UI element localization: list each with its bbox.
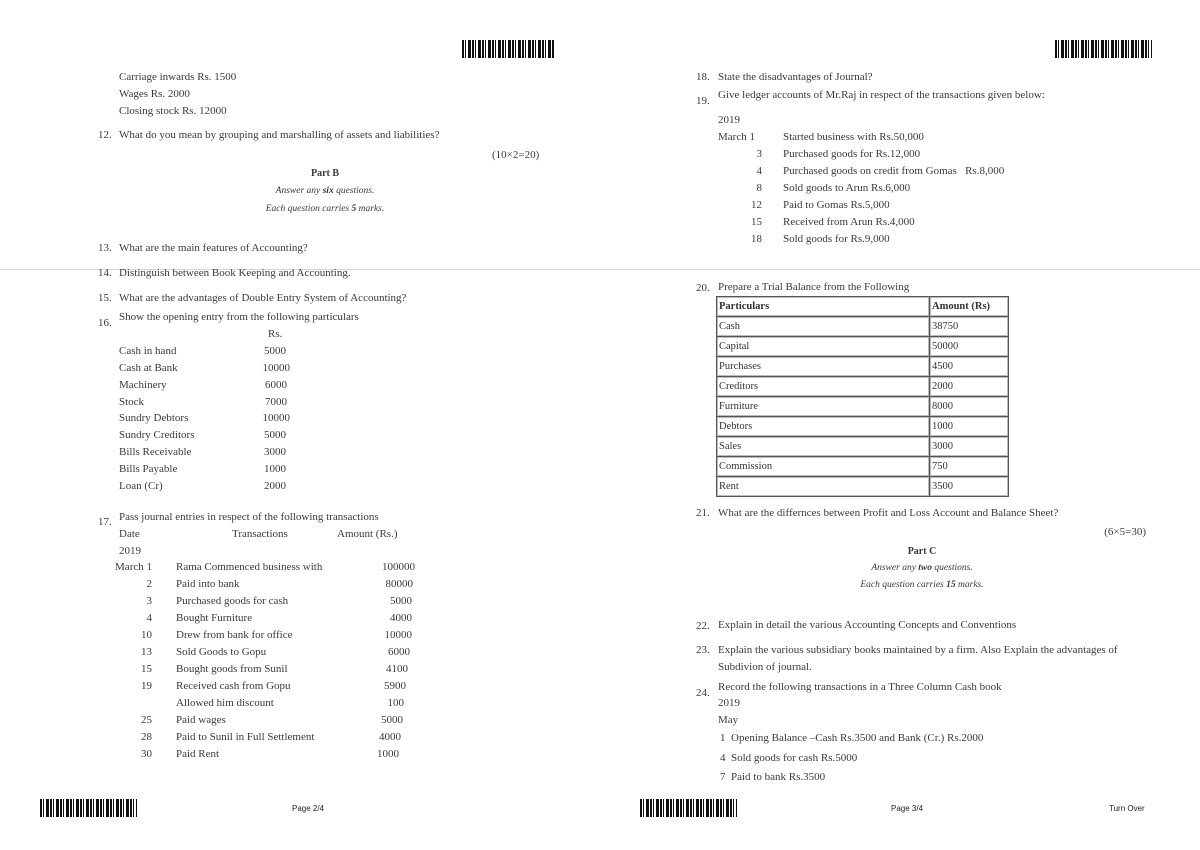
list-item-value: 5000	[264, 429, 286, 441]
table-cell-particular: Debtors	[717, 417, 930, 437]
table-cell-date: 3	[146, 595, 152, 607]
table-cell-amount: 1000	[377, 748, 399, 760]
table-cell-date: 28	[141, 731, 152, 743]
list-item-text: Sold goods for Rs.9,000	[783, 233, 890, 245]
part-c-instruction	[797, 580, 1047, 590]
table-cell-amount: 5900	[384, 680, 406, 692]
table-cell-date: 2	[146, 578, 152, 590]
instruction-text: Answer any	[871, 563, 919, 573]
question-number: 19.	[696, 95, 710, 107]
column-header-amount: Amount (Rs.)	[337, 528, 398, 540]
table-cell-transaction: Drew from bank for office	[176, 629, 293, 641]
list-item-date: 4	[756, 165, 762, 177]
part-c-instruction	[797, 563, 1047, 573]
list-item-label: Cash at Bank	[119, 362, 178, 374]
question-text: Explain in detail the various Accounting Concepts and Conventions	[718, 619, 1017, 631]
list-item-text: Purchased goods for Rs.12,000	[783, 148, 921, 160]
table-cell-particular: Rent	[717, 477, 930, 497]
list-item: 4 Sold goods for cash Rs.5000	[720, 752, 858, 764]
list-item-text: Purchased goods on credit from Gomas Rs.8,000	[783, 165, 1005, 177]
question-text: What are the differnces between Profit and Loss Account and Balance Sheet?	[718, 507, 1059, 519]
table-row	[717, 417, 1009, 437]
table-header-row	[717, 297, 1009, 317]
table-header-cell: Amount (Rs)	[930, 297, 1009, 317]
table-cell-transaction: Paid Rent	[176, 748, 220, 760]
question-text: What are the main features of Accounting?	[119, 242, 308, 254]
table-cell-date: 30	[141, 748, 152, 760]
table-cell-amount: 10000	[384, 629, 412, 641]
instruction-text: Each question carries	[860, 580, 947, 590]
list-item-date: 18	[751, 233, 762, 245]
question-text: Pass journal entries in respect of the following transactions	[119, 511, 379, 523]
list-item-label: Sundry Debtors	[119, 412, 189, 424]
table-cell-amount: 3000	[930, 437, 1009, 457]
list-item-value: 5000	[264, 345, 286, 357]
part-a-marks: (10×2=20)	[492, 149, 540, 161]
table-row	[717, 377, 1009, 397]
table-row	[717, 397, 1009, 417]
table-cell-transaction: Bought Furniture	[176, 612, 253, 624]
question-number: 16.	[98, 317, 112, 329]
table-cell-particular: Creditors	[717, 377, 930, 397]
table-cell-amount: 4100	[386, 663, 408, 675]
question-number: 22.	[696, 620, 710, 632]
table-cell-date: 4	[146, 612, 152, 624]
table-cell-amount: 6000	[388, 646, 410, 658]
list-item-value: 10000	[262, 362, 290, 374]
list-item: 1 Opening Balance –Cash Rs.3500 and Bank (Cr.) Rs.2000	[720, 732, 984, 744]
question-text: Distinguish between Book Keeping and Accounting.	[119, 267, 351, 279]
instruction-text: questions.	[932, 563, 973, 573]
table-cell-amount: 4000	[390, 612, 412, 624]
list-item-label: Bills Receivable	[119, 446, 192, 458]
table-cell-transaction: Bought goods from Sunil	[176, 663, 288, 675]
question-number: 20.	[696, 282, 710, 294]
table-cell-amount: 3500	[930, 477, 1009, 497]
year-label: 2019	[718, 697, 740, 709]
part-b-instruction	[200, 204, 450, 214]
instruction-text: Each question carries	[265, 204, 352, 214]
carry-line: Closing stock Rs. 12000	[119, 105, 227, 117]
table-cell-amount: 5000	[381, 714, 403, 726]
question-number: 12.	[98, 129, 112, 141]
barcode-top-left-page	[462, 40, 555, 58]
table-row	[717, 337, 1009, 357]
question-number: 24.	[696, 687, 710, 699]
list-item: 7 Paid to bank Rs.3500	[720, 771, 826, 783]
list-item-date: 12	[751, 199, 762, 211]
list-item-text: Sold goods to Arun Rs.6,000	[783, 182, 911, 194]
part-b-title: Part B	[310, 168, 340, 179]
list-item-label: Loan (Cr)	[119, 480, 163, 492]
list-item-date: 3	[756, 148, 762, 160]
list-item-value: 7000	[265, 396, 287, 408]
question-number: 21.	[696, 507, 710, 519]
table-cell-date: 15	[141, 663, 152, 675]
instruction-text: marks.	[955, 580, 984, 590]
page-number: Page 3/4	[891, 804, 924, 813]
table-cell-amount: 1000	[930, 417, 1009, 437]
question-text: Show the opening entry from the following particulars	[119, 311, 359, 323]
table-cell-amount: 8000	[930, 397, 1009, 417]
list-item-value: 2000	[264, 480, 286, 492]
question-text: Explain the various subsidiary books maintained by a firm. Also Explain the advantages of	[718, 644, 1118, 656]
table-cell-transaction: Sold Goods to Gopu	[176, 646, 267, 658]
list-item-label: Bills Payable	[119, 463, 178, 475]
table-cell-amount: 100000	[382, 561, 415, 573]
table-cell-particular: Sales	[717, 437, 930, 457]
column-header-transactions: Transactions	[232, 528, 288, 540]
table-cell-date: 19	[141, 680, 152, 692]
instruction-emphasis: 5	[351, 204, 357, 214]
trial-balance-table	[716, 296, 1009, 497]
table-header-cell: Particulars	[717, 297, 930, 317]
barcode-bottom-left-page	[40, 799, 137, 817]
table-cell-date: March 1	[115, 561, 152, 573]
question-number: 23.	[696, 644, 710, 656]
table-cell-transaction: Purchased goods for cash	[176, 595, 289, 607]
carry-line: Wages Rs. 2000	[119, 88, 190, 100]
table-cell-amount: 4500	[930, 357, 1009, 377]
turn-over-label: Turn Over	[1109, 804, 1145, 813]
barcode-top-right-page	[1055, 40, 1152, 58]
table-cell-transaction: Rama Commenced business with	[176, 561, 323, 573]
part-b-marks: (6×5=30)	[1104, 526, 1146, 538]
table-cell-transaction: Received cash from Gopu	[176, 680, 291, 692]
table-row	[717, 457, 1009, 477]
question-number: 18.	[696, 71, 710, 83]
table-cell-transaction: Paid to Sunil in Full Settlement	[176, 731, 315, 743]
table-cell-transaction: Paid into bank	[176, 578, 240, 590]
table-cell-amount: 2000	[930, 377, 1009, 397]
list-item-date: 15	[751, 216, 762, 228]
part-b-instruction	[200, 186, 450, 196]
instruction-emphasis: two	[918, 563, 933, 573]
question-text: Give ledger accounts of Mr.Raj in respect of the transactions given below:	[718, 89, 1045, 101]
list-item-label: Cash in hand	[119, 345, 177, 357]
table-row	[717, 357, 1009, 377]
list-item-date: 8	[756, 182, 762, 194]
table-cell-amount: 750	[930, 457, 1009, 477]
list-item-value: 10000	[262, 412, 290, 424]
table-cell-particular: Capital	[717, 337, 930, 357]
question-text: State the disadvantages of Journal?	[718, 71, 873, 83]
table-cell-particular: Commission	[717, 457, 930, 477]
list-item-text: Received from Arun Rs.4,000	[783, 216, 915, 228]
question-text: Prepare a Trial Balance from the Following	[718, 281, 910, 293]
column-header-date: Date	[119, 528, 140, 540]
question-text: What are the advantages of Double Entry System of Accounting?	[119, 292, 407, 304]
table-cell-amount: 38750	[930, 317, 1009, 337]
table-cell-date: 10	[141, 629, 152, 641]
list-item-label: Sundry Creditors	[119, 429, 195, 441]
question-number: 15.	[98, 292, 112, 304]
instruction-text: questions.	[333, 186, 375, 196]
table-cell-transaction: Paid wages	[176, 714, 226, 726]
table-cell-transaction: Allowed him discount	[176, 697, 274, 709]
list-item-value: 6000	[265, 379, 287, 391]
month-label: May	[718, 714, 739, 726]
question-text: What do you mean by grouping and marshalling of assets and liabilities?	[119, 129, 440, 141]
barcode-bottom-right-page	[640, 799, 737, 817]
rs-column-header: Rs.	[268, 328, 283, 340]
question-text-continued: Subdivion of journal.	[718, 661, 812, 673]
table-cell-amount: 5000	[390, 595, 412, 607]
list-item-value: 1000	[264, 463, 286, 475]
list-item-text: Started business with Rs.50,000	[783, 131, 924, 143]
year-label: 2019	[718, 114, 740, 126]
table-cell-amount: 80000	[385, 578, 413, 590]
year-label: 2019	[119, 545, 141, 557]
table-cell-particular: Furniture	[717, 397, 930, 417]
table-cell-amount: 50000	[930, 337, 1009, 357]
table-cell-particular: Purchases	[717, 357, 930, 377]
question-number: 14.	[98, 267, 112, 279]
list-item-label: Machinery	[119, 379, 167, 391]
table-row	[717, 317, 1009, 337]
instruction-emphasis: 15	[946, 580, 956, 590]
table-cell-date: 13	[141, 646, 152, 658]
instruction-text: Answer any	[275, 186, 323, 196]
carry-line: Carriage inwards Rs. 1500	[119, 71, 237, 83]
page-number: Page 2/4	[292, 804, 325, 813]
table-row	[717, 477, 1009, 497]
table-row	[717, 437, 1009, 457]
table-cell-date: 25	[141, 714, 152, 726]
question-number: 13.	[98, 242, 112, 254]
list-item-date: March 1	[718, 131, 755, 143]
table-cell-particular: Cash	[717, 317, 930, 337]
list-item-value: 3000	[264, 446, 286, 458]
table-cell-amount: 100	[387, 697, 404, 709]
part-c-title: Part C	[907, 546, 937, 557]
instruction-text: marks.	[356, 204, 385, 214]
table-cell-amount: 4000	[379, 731, 401, 743]
question-text: Record the following transactions in a Three Column Cash book	[718, 681, 1002, 693]
list-item-text: Paid to Gomas Rs.5,000	[783, 199, 890, 211]
list-item-label: Stock	[119, 396, 145, 408]
instruction-emphasis: six	[322, 186, 334, 196]
question-number: 17.	[98, 516, 112, 528]
